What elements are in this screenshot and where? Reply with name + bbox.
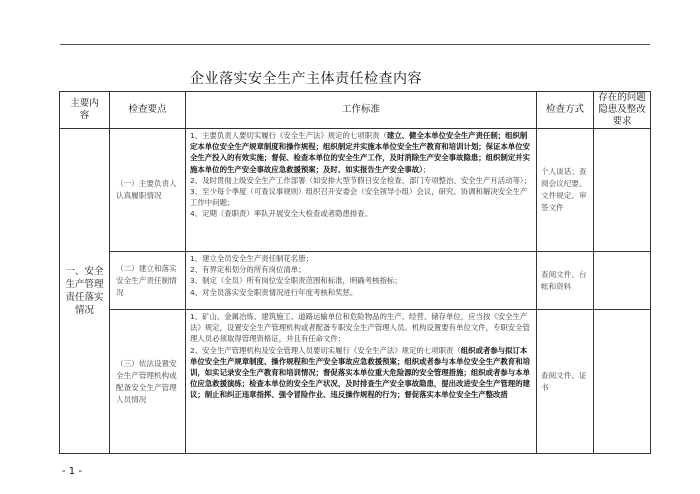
check-method-cell: 个人谈话；查阅会议纪要、文件规定、审签文件	[537, 129, 594, 252]
table-row	[60, 252, 651, 310]
header-work-standard: 工作标准	[186, 92, 537, 129]
inspection-table	[59, 91, 651, 454]
table-header-row	[60, 92, 651, 129]
page-number: - 1 -	[62, 466, 82, 477]
standard-item: 2、及时贯彻上级安全生产工作部署（如安排大型节假日安全检查、部门专项整治、安全生产月活动等）；	[190, 175, 531, 185]
issues-cell	[594, 252, 651, 310]
standard-cell	[186, 310, 537, 454]
check-method-cell: 查阅文件、证书	[537, 310, 594, 454]
header-issues: 存在的问题隐患及整改要求	[594, 92, 651, 129]
header-main-content: 主要内容	[60, 92, 110, 129]
check-method-cell: 查阅文件、台帐和资料	[537, 252, 594, 310]
standard-item: 4、对全员落实安全职责情况进行年度考核和奖惩。	[190, 287, 358, 297]
standard-item: 3、至少每个季度（可查议事规则）组织召开安委会（安全领导小组）会议，研究、协调和解决安全生产工作中问题；	[190, 187, 528, 208]
standard-item: 1、矿山、金属冶炼、建筑施工、道路运输单位和危险物品的生产、经营、储存单位，应当按《安全生产法》规定，设置安全生产管理机构或者配备专职安全生产管理人员。机构设置要有单位文件，专职安全管理人员必须取得管理资格证，并且有任命文件；	[190, 312, 530, 344]
table-row	[60, 310, 651, 454]
standard-item: 4、定期（查职责）率队开展安全大检查或者隐患排查。	[190, 209, 373, 219]
standard-item: 1、建立全员安全生产责任制花名册；	[190, 254, 313, 263]
check-point-cell: （二）建立和落实安全生产责任制情况	[110, 252, 186, 310]
standard-item: 2、安全生产管理机构及安全管理人员要切实履行《安全生产法》规定的七项职责（组织或者参与拟订本单位安全生产规章制度、操作规程和生产安全事故应急救援预案；组织或者参与本单位安全生产教育和培训，如实记录安全生产教育和培训情况；督促落实本单位重大危险源的安全管理措施；组织或者参与本单位应急救援演练；检查本单位的安全生产状况，及时排查生产安全事故隐患，提出改进安全生产管理的建议；制止和纠正违章指挥、强令冒险作业、违反操作规程的行为；督促落实本单位安全生产整改措	[190, 345, 530, 400]
standard-item: 3、制定（全员）所有岗位安全职责范围和标准，明确考核指标；	[190, 276, 402, 286]
issues-cell	[594, 129, 651, 252]
issues-cell	[594, 310, 651, 454]
check-point-cell: （三）依法设置安全生产管理机构或配备安全生产管理人员情况	[110, 310, 186, 454]
header-check-point: 检查要点	[110, 92, 186, 129]
header-check-method: 检查方式	[537, 92, 594, 129]
standard-item: 1、主要负责人要切实履行《安全生产法》规定的七项职责（建立、健全本单位安全生产责任制；组织制定本单位安全生产规章制度和操作规程；组织制定并实施本单位安全生产教育和培训计划；保证本单位安全生产投入的有效实施；督促、检查本单位的安全生产工作，及时消除生产安全事故隐患；组织制定并实施本单位的生产安全事故应急救援预案；及时、如实报告生产安全事故）；	[190, 131, 530, 174]
standard-cell	[186, 252, 537, 310]
standard-cell	[186, 129, 537, 252]
check-point-cell: （一）主要负责人认真履职情况	[110, 129, 186, 252]
header-rule	[60, 44, 650, 45]
page-title: 企业落实安全生产主体责任检查内容	[190, 71, 422, 87]
table-row	[60, 129, 651, 252]
standard-item: 2、有界定和划分的所有岗位清单；	[190, 265, 306, 275]
main-content-cell: 一、安全生产管理责任落实情况	[60, 129, 110, 454]
